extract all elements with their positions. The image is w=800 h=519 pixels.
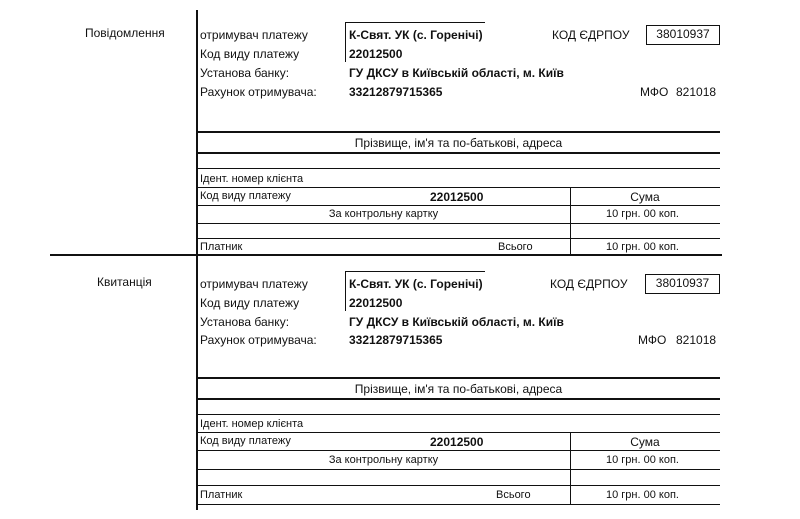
- total-label: Всього: [498, 241, 533, 253]
- account-label: Рахунок отримувача:: [200, 85, 317, 99]
- name-row-bottom: [197, 152, 720, 154]
- payment-code-value: 22012500: [349, 296, 403, 310]
- edrpou-label: КОД ЄДРПОУ: [550, 277, 628, 291]
- recipient-value: К-Свят. УК (с. Горенічі): [349, 28, 483, 42]
- ident-bottom-line: [197, 187, 720, 188]
- recipient-label: отримувач платежу: [200, 28, 308, 42]
- mfo-label: МФО: [640, 85, 669, 99]
- table-code-value: 22012500: [430, 190, 484, 204]
- recipient-left-border: [345, 22, 346, 62]
- recipient-label: отримувач платежу: [200, 277, 308, 291]
- payer-label: Платник: [200, 241, 243, 253]
- payment-code-label: Код виду платежу: [200, 296, 300, 310]
- recipient-left-border: [345, 271, 346, 311]
- mfo-value: 821018: [676, 85, 717, 99]
- table-code-label: Код виду платежу: [200, 435, 291, 447]
- ident-label: Ідент. номер клієнта: [200, 173, 304, 185]
- recipient-top-border: [345, 271, 485, 272]
- mfo-label: МФО: [638, 333, 667, 347]
- total-amount: 10 грн. 00 коп.: [606, 241, 679, 253]
- name-header: Прізвище, ім'я та по-батькові, адреса: [354, 382, 563, 396]
- account-value: 33212879715365: [349, 333, 443, 347]
- account-label: Рахунок отримувача:: [200, 333, 317, 347]
- table-code-label: Код виду платежу: [200, 190, 291, 202]
- account-value: 33212879715365: [349, 85, 443, 99]
- ident-bottom-line: [197, 432, 720, 433]
- edrpou-box: 38010937: [645, 274, 720, 294]
- total-amount: 10 грн. 00 коп.: [606, 489, 679, 501]
- amount-value: 10 грн. 00 коп.: [606, 208, 679, 220]
- ident-label: Ідент. номер клієнта: [200, 418, 304, 430]
- section-title: Квитанція: [97, 275, 152, 289]
- main-vertical-divider: [196, 10, 198, 510]
- payment-code-value: 22012500: [349, 47, 403, 61]
- mfo-value: 821018: [676, 333, 717, 347]
- bank-value: ГУ ДКСУ в Київській області, м. Київ: [349, 66, 564, 80]
- recipient-top-border: [345, 22, 485, 23]
- payment-code-label: Код виду платежу: [200, 47, 300, 61]
- sum-header: Сума: [630, 435, 660, 449]
- bank-value: ГУ ДКСУ в Київській області, м. Київ: [349, 315, 564, 329]
- section-divider: [50, 254, 722, 256]
- sum-header: Сума: [630, 190, 660, 204]
- blank-row-bottom: [197, 485, 720, 486]
- bank-label: Установа банку:: [200, 315, 290, 329]
- purpose-row-bottom: [197, 223, 720, 224]
- recipient-value: К-Свят. УК (с. Горенічі): [349, 277, 483, 291]
- edrpou-label: КОД ЄДРПОУ: [552, 28, 630, 42]
- code-row-bottom: [197, 450, 720, 451]
- name-blank-line: [197, 168, 720, 169]
- name-blank-line: [197, 414, 720, 415]
- total-label: Всього: [496, 489, 531, 501]
- edrpou-box: 38010937: [646, 25, 720, 45]
- purpose-row-bottom: [197, 469, 720, 470]
- name-row-bottom: [197, 398, 720, 400]
- bank-label: Установа банку:: [200, 66, 290, 80]
- purpose-text: За контрольну картку: [328, 454, 439, 466]
- table-top-line: [197, 377, 720, 379]
- table-bottom-line: [197, 504, 720, 505]
- code-row-bottom: [197, 205, 720, 206]
- purpose-text: За контрольну картку: [328, 208, 439, 220]
- payer-label: Платник: [200, 489, 243, 501]
- amount-value: 10 грн. 00 коп.: [606, 454, 679, 466]
- section-title: Повідомлення: [85, 26, 165, 40]
- name-header: Прізвище, ім'я та по-батькові, адреса: [354, 136, 563, 150]
- blank-row-bottom: [197, 238, 720, 239]
- table-top-line: [197, 131, 720, 133]
- table-code-value: 22012500: [430, 435, 484, 449]
